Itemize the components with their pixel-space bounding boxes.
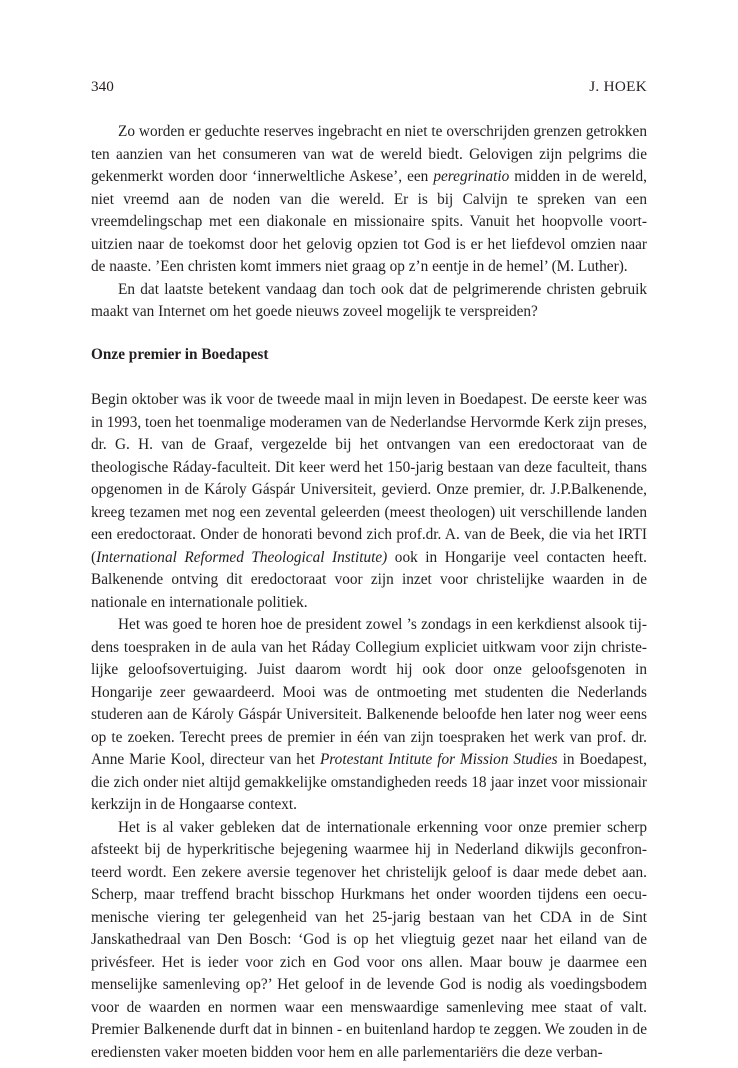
paragraph [91, 121, 647, 279]
text-block-intro [91, 121, 647, 324]
italic-term: peregrinatio [433, 168, 510, 185]
italic-term: Protestant Intitute for Mission Studies [319, 751, 558, 768]
paragraph-text: Begin oktober was ik voor de tweede maal in mijn leven in Boedapest. De eerste keer was in 1993, toen het toenmalige moderamen van de Nederlandse Hervormde Kerk zijn preses, dr. G. H. van de Graaf, vergezelde bij het ontvangen van een eredoctoraat van de theologische Ráday-faculteit. Dit keer werd het 150-jarig bestaan van deze faculteit, thans opgenomen in de Károly Gáspár Universiteit, gevierd. Onze premier, dr. J.P.Balkenende, kreeg tezamen met nog een zevental geleerden (meest theologen) uit verschillende landen een eredoctoraat. Onder de honorati bevond zich prof.dr. A. van de Beek, die via het IRTI ( [91, 391, 647, 566]
paragraph [91, 389, 647, 614]
paragraph-text: Het was goed te horen hoe de president zowel ’s zondags in een kerkdienst alsook tijdens toespraken in de aula van het Ráday Collegium expliciet uitkwam voor zijn christelijke geloofsovertuiging. Juist daarom wordt hij ook door onze geloofsgenoten in Hongarije zeer gewaardeerd. Mooi was de ontmoeting met studenten die Nederlands studeren aan de Károly Gáspár Universiteit. Balkenende beloofde hen later nog weer eens op te zoeken. Terecht prees de premier in één van zijn toespraken het werk van prof. dr. Anne Marie Kool, directeur van het [91, 616, 647, 768]
text-block-section [91, 389, 647, 1064]
paragraph [91, 614, 647, 817]
paragraph-text: ook in Hongarije veel contacten heeft. Balkenende ontving dit eredoctoraat voor zijn inzet voor christelijke waarden in de nationale en internationale politiek. [91, 548, 647, 611]
running-head [91, 78, 647, 100]
paragraph: En dat laatste betekent vandaag dan toch ook dat de pelgrimerende christen gebruik maakt van Internet om het goede nieuws zoveel mogelijk te verspreiden? [91, 280, 647, 320]
italic-term: International Reformed Theological Institute) [96, 548, 388, 566]
page-number: 340 [91, 78, 114, 95]
running-head-author: J. HOEK [589, 78, 647, 95]
paragraph-text: Zo worden er geduchte reserves ingebracht en niet te overschrijden grenzen getrokken ten aanzien van het consumeren van wat de wereld biedt. Gelovigen zijn pelgrims die gekenmerkt worden door ‘innerweltliche Askese’, een [91, 123, 647, 185]
paragraph: Het is al vaker gebleken dat de internationale erkenning voor onze premier scherp afsteekt bij de hyperkritische bejegening waarmee hij in Nederland dikwijls geconfronteerd wordt. Een zekere aversie tegenover het christelijk geloof is daar mede debet aan. Scherp, maar treffend bracht bisschop Hurkmans het onder woorden tijdens een oecumenische viering ter gelegenheid van het 25-jarig bestaan van het CDA in de Sint Janskathedraal van Den Bosch: ‘God is op het vliegtuig gezet naar het eiland van de privésfeer. Het is ieder voor zich en God voor ons allen. Maar bouw je daarmee een menselijke samenleving op?’ Het geloof in de levende God is nodig als voedingsbodem voor de waarden en normen waar een menswaardige samenleving mee staat of valt. Premier Balkenende durft dat in binnen - en buitenland hardop te zeggen. We zouden in de erediensten vaker moeten bidden voor hem en alle parlementariërs die deze verban- [91, 818, 647, 1061]
paragraph-text: in Boedapest, die zich onder niet altijd gemakkelijke omstandigheden reeds 18 jaar inzet voor missionair kerkzijn in de Hongaarse context. [91, 751, 647, 813]
paragraph-text: midden in de wereld, niet vreemd aan de noden van die wereld. Er is bij Calvijn te spreken van een vreemdelingschap met een diakonale en missionaire spits. Vanuit het hoopvolle voortuitzien naar de toekomst door het gelovig opzien tot God is er het liefdevol omzien naar de naaste. ’Een christen komt immers niet graag op z’n eentje in de hemel’ (M. Luther). [91, 168, 647, 275]
section-heading: Onze premier in Boedapest [91, 346, 269, 363]
